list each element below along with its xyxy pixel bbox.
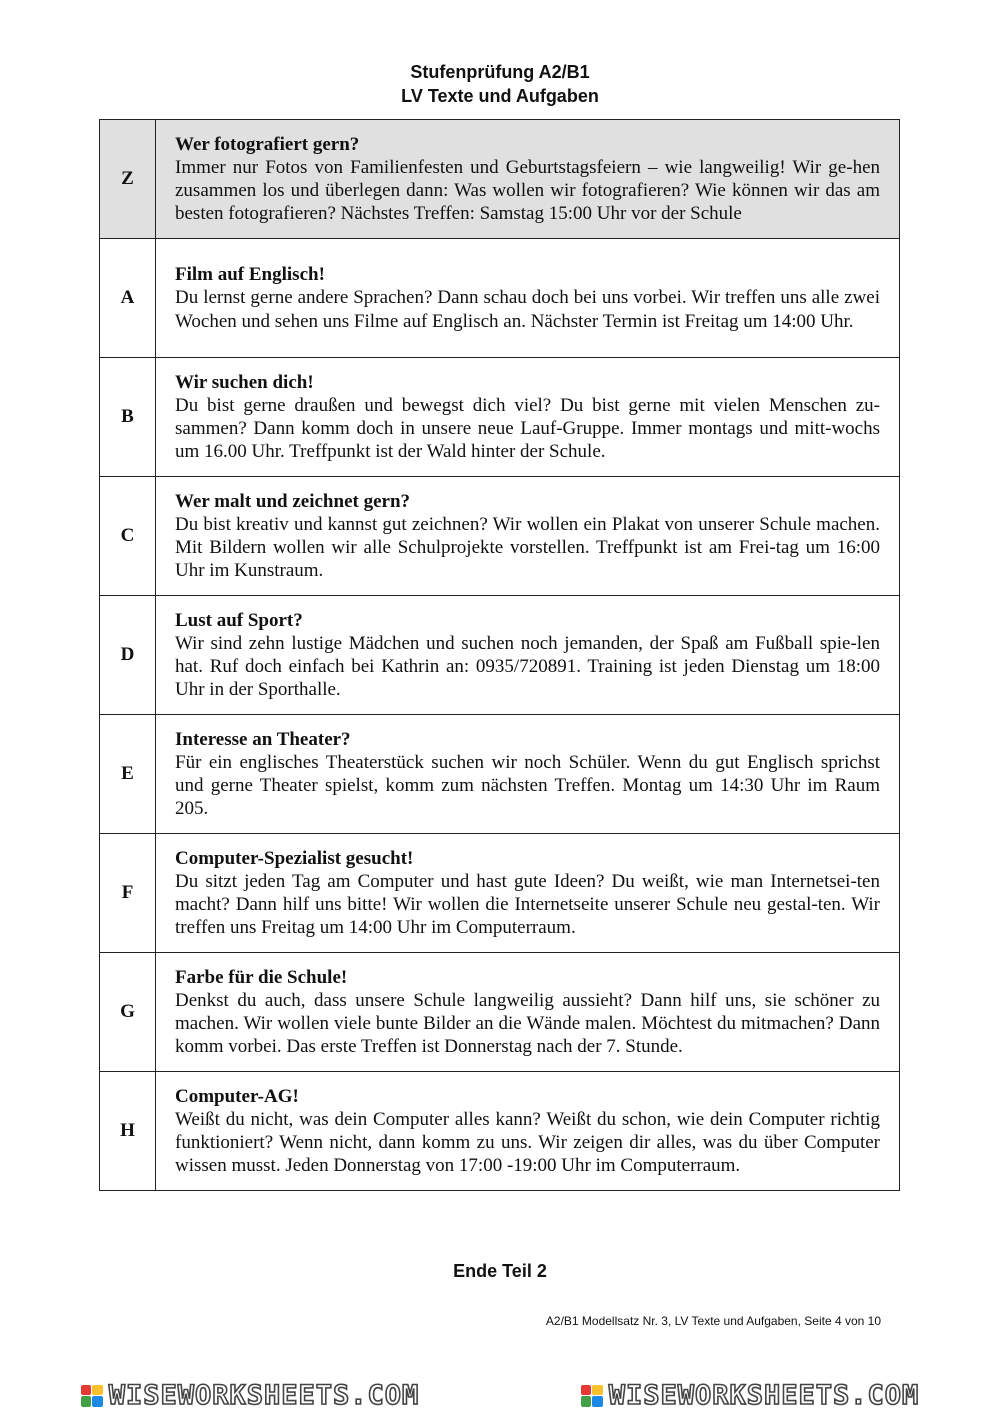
brand-text: WISEWORKSHEETS.COM bbox=[108, 1380, 420, 1411]
ad-row-z bbox=[100, 120, 900, 239]
ad-title: Wer malt und zeichnet gern? bbox=[175, 490, 411, 512]
section-end-label: Ende Teil 2 bbox=[453, 1261, 547, 1281]
page-subtitle: LV Texte und Aufgaben bbox=[401, 86, 599, 106]
ad-row-f bbox=[100, 834, 900, 953]
ad-content bbox=[156, 953, 900, 1072]
watermark-brand bbox=[81, 1380, 420, 1411]
ad-row-d bbox=[100, 596, 900, 715]
ad-row-g bbox=[100, 953, 900, 1072]
ad-letter: G bbox=[100, 953, 156, 1072]
ad-row-b bbox=[100, 358, 900, 477]
ad-content bbox=[156, 596, 900, 715]
ad-text: Immer nur Fotos von Familienfesten und Geburtstagsfeiern – wie langweilig! Wir ge-hen zusammen los und überlegen dann: Was wollen wir fotografieren? Wie können wir das am besten fotografieren? Nächstes Treffen: Samstag 15:00 Uhr vor der Schule bbox=[175, 156, 880, 225]
ad-content bbox=[156, 477, 900, 596]
ad-row-h bbox=[100, 1072, 900, 1191]
ad-row-e bbox=[100, 715, 900, 834]
brand-logo-icon bbox=[81, 1385, 103, 1407]
ad-text: Wir sind zehn lustige Mädchen und suchen noch jemanden, der Spaß am Fußball spie-len hat. Ruf doch einfach bei Kathrin an: 0935/720891. Training ist jeden Dienstag um 18:00 Uhr in der Sporthalle. bbox=[175, 632, 880, 701]
ad-letter: E bbox=[100, 715, 156, 834]
ad-content bbox=[156, 715, 900, 834]
ad-text: Du sitzt jeden Tag am Computer und hast gute Ideen? Du weißt, wie man Internetsei-ten macht? Dann hilf uns bitte! Wir wollen die Internetseite unserer Schule neu gestal-ten. Wir treffen uns Freitag um 14:00 Uhr im Computerraum. bbox=[175, 870, 880, 939]
ad-title: Computer-Spezialist gesucht! bbox=[175, 847, 414, 869]
ad-title: Wer fotografiert gern? bbox=[175, 133, 360, 155]
ad-content bbox=[156, 1072, 900, 1191]
watermark-brand bbox=[581, 1380, 920, 1411]
page-header bbox=[0, 60, 1000, 108]
ad-letter: Z bbox=[100, 120, 156, 239]
ad-row-c bbox=[100, 477, 900, 596]
brand-text: WISEWORKSHEETS.COM bbox=[608, 1380, 920, 1411]
ad-letter: F bbox=[100, 834, 156, 953]
ad-text: Du lernst gerne andere Sprachen? Dann schau doch bei uns vorbei. Wir treffen uns alle zwei Wochen und sehen uns Filme auf Englisch an. Nächster Termin ist Freitag um 14:00 Uhr. bbox=[175, 287, 880, 332]
ad-content bbox=[156, 834, 900, 953]
ad-text: Für ein englisches Theaterstück suchen wir noch Schüler. Wenn du gut Englisch sprichst und gerne Theater spielst, komm zum nächsten Treffen. Montag um 14:30 Uhr im Raum 205. bbox=[175, 751, 880, 820]
ad-content bbox=[156, 358, 900, 477]
ad-letter: H bbox=[100, 1072, 156, 1191]
ad-title: Farbe für die Schule! bbox=[175, 966, 348, 988]
ad-title: Wir suchen dich! bbox=[175, 371, 314, 393]
ad-letter: A bbox=[100, 239, 156, 358]
ad-title: Computer-AG! bbox=[175, 1085, 299, 1107]
ad-text: Weißt du nicht, was dein Computer alles kann? Weißt du schon, wie dein Computer richtig funktioniert? Wenn nicht, dann komm zu uns. Wir zeigen dir alles, was du über Computer wissen musst. Jeden Donnerstag von 17:00 -19:00 Uhr im Computerraum. bbox=[175, 1108, 880, 1177]
ad-title: Interesse an Theater? bbox=[175, 728, 351, 750]
ad-title: Lust auf Sport? bbox=[175, 609, 303, 631]
ads-table bbox=[99, 119, 900, 1191]
page-title: Stufenprüfung A2/B1 bbox=[410, 62, 590, 82]
ad-title: Film auf Englisch! bbox=[175, 264, 325, 286]
ad-content bbox=[156, 239, 900, 358]
ad-letter: D bbox=[100, 596, 156, 715]
ad-text: Denkst du auch, dass unsere Schule langweilig aussieht? Dann hilf uns, sie schöner zu machen. Wir wollen viele bunte Bilder an die Wände malen. Möchtest du mitmachen? Dann komm vorbei. Das erste Treffen ist Donnerstag nach der 7. Stunde. bbox=[175, 989, 880, 1058]
ad-row-a bbox=[100, 239, 900, 358]
page-footer-note: A2/B1 Modellsatz Nr. 3, LV Texte und Aufgaben, Seite 4 von 10 bbox=[545, 1314, 881, 1328]
brand-logo-icon bbox=[581, 1385, 603, 1407]
watermark-banner bbox=[0, 1378, 1000, 1413]
ad-content bbox=[156, 120, 900, 239]
ad-text: Du bist kreativ und kannst gut zeichnen? Wir wollen ein Plakat von unserer Schule machen. Mit Bildern wollen wir alle Schulprojekte vorstellen. Treffpunkt ist am Frei-tag um 16:00 Uhr im Kunstraum. bbox=[175, 513, 880, 582]
ad-letter: B bbox=[100, 358, 156, 477]
ad-text: Du bist gerne draußen und bewegst dich viel? Du bist gerne mit vielen Menschen zu-sammen? Dann komm doch in unsere neue Lauf-Gruppe. Immer montags und mitt-wochs um 16.00 Uhr. Treffpunkt ist der Wald hinter der Schule. bbox=[175, 394, 880, 463]
ad-letter: C bbox=[100, 477, 156, 596]
